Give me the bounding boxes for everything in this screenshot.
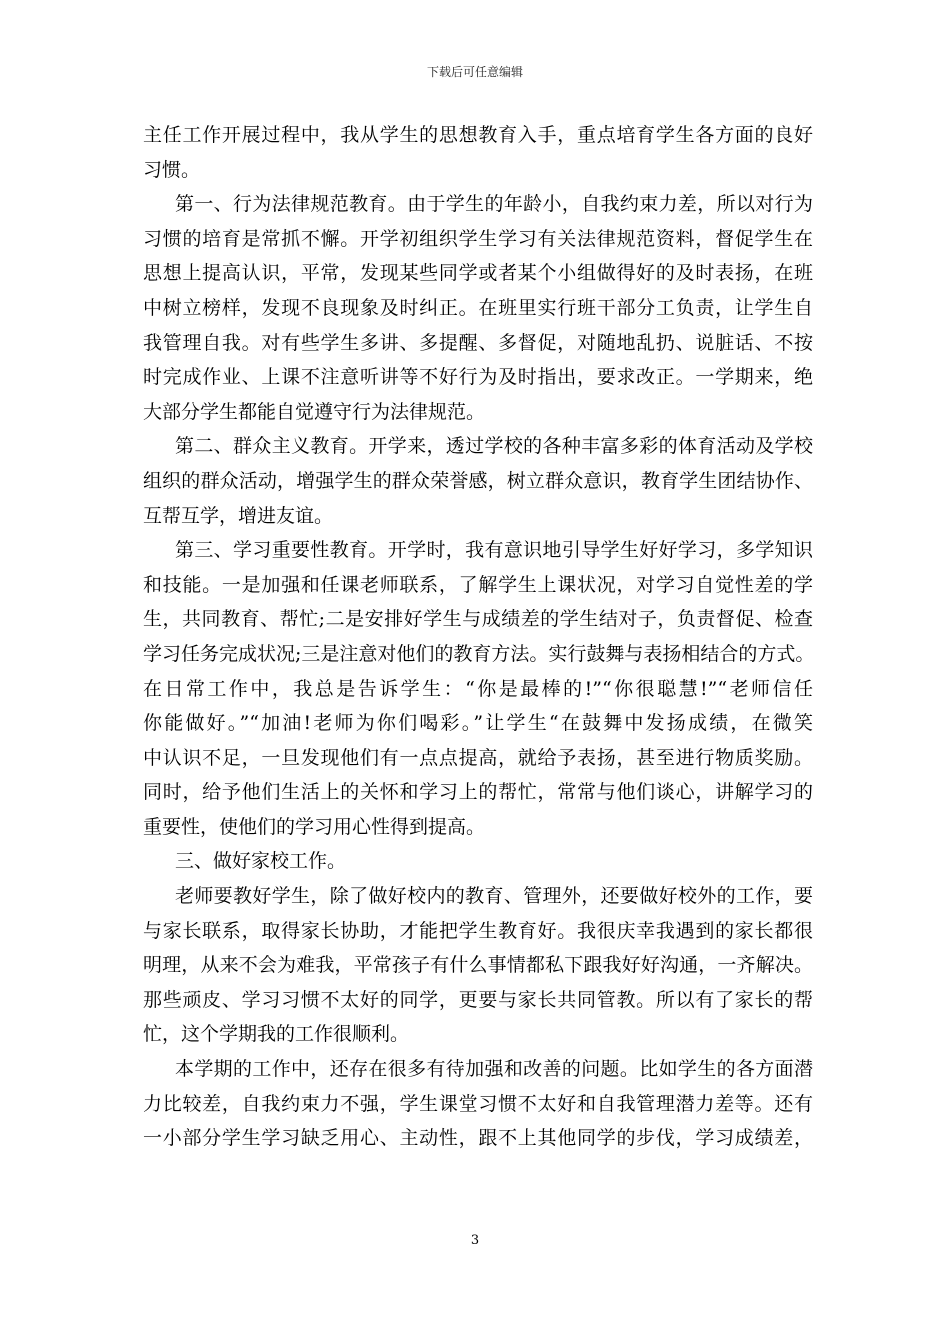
text-line: 忙，这个学期我的工作很顺利。 — [143, 1023, 410, 1046]
paragraph-first-line: 第一、行为法律规范教育。由于学生的年龄小，自我约束力差，所以对行为 — [175, 193, 813, 216]
paragraph-first-line: 老师要教好学生，除了做好校内的教育、管理外，还要做好校外的工作，要 — [175, 885, 813, 908]
text-line: 互帮互学，增进友谊。 — [143, 504, 334, 527]
text-line: 学习任务完成状况;三是注意对他们的教育方法。实行鼓舞与表扬相结合的方式。 — [143, 642, 815, 665]
text-line: 思想上提高认识，平常，发现某些同学或者某个小组做得好的及时表扬，在班 — [143, 262, 813, 285]
paragraph-first-line: 本学期的工作中，还存在很多有待加强和改善的问题。比如学生的各方面潜 — [175, 1058, 813, 1081]
page-number: 3 — [470, 1233, 480, 1248]
text-line: 中树立榜样，发现不良现象及时纠正。在班里实行班干部分工负责，让学生自 — [143, 296, 813, 319]
text-line: 组织的群众活动，增强学生的群众荣誉感，树立群众意识，教育学生团结协作、 — [143, 469, 813, 492]
text-line: 重要性，使他们的学习用心性得到提高。 — [143, 815, 486, 838]
text-line: 我管理自我。对有些学生多讲、多提醒、多督促，对随地乱扔、说脏话、不按 — [143, 331, 813, 354]
text-line: 习惯的培育是常抓不懈。开学初组织学生学习有关法律规范资料，督促学生在 — [143, 227, 813, 250]
text-line: 生，共同教育、帮忙;二是安排好学生与成绩差的学生结对子，负责督促、检查 — [143, 608, 813, 631]
text-line: 主任工作开展过程中，我从学生的思想教育入手，重点培育学生各方面的良好 — [143, 124, 813, 146]
text-line: 在日常工作中，我总是告诉学生：“你是最棒的!”“你很聪慧!”“老师信任 — [143, 677, 813, 700]
text-line: 中认识不足，一旦发现他们有一点点提高，就给予表扬，甚至进行物质奖励。 — [143, 746, 813, 769]
text-line: 与家长联系，取得家长协助，才能把学生教育好。我很庆幸我遇到的家长都很 — [143, 919, 813, 942]
text-line: 大部分学生都能自觉遵守行为法律规范。 — [143, 400, 486, 423]
text-line: 那些顽皮、学习习惯不太好的同学，更要与家长共同管教。所以有了家长的帮 — [143, 988, 813, 1011]
text-line: 习惯。 — [143, 158, 201, 181]
text-line: 时完成作业、上课不注意听讲等不好行为及时指出，要求改正。一学期来，绝 — [143, 366, 813, 389]
text-line: 力比较差，自我约束力不强，学生课堂习惯不太好和自我管理潜力差等。还有 — [143, 1092, 813, 1115]
paragraph-first-line: 第二、群众主义教育。开学来，透过学校的各种丰富多彩的体育活动及学校 — [175, 435, 813, 458]
page-header: 下载后可任意编辑 — [426, 65, 523, 79]
document-body — [143, 118, 813, 1156]
paragraph-first-line: 第三、学习重要性教育。开学时，我有意识地引导学生好好学习，多学知识 — [175, 539, 813, 562]
text-line: 一小部分学生学习缺乏用心、主动性，跟不上其他同学的步伐，学习成绩差， — [143, 1127, 813, 1150]
text-line: 和技能。一是加强和任课老师联系，了解学生上课状况，对学习自觉性差的学 — [143, 573, 813, 596]
text-line: 明理，从来不会为难我，平常孩子有什么事情都私下跟我好好沟通，一齐解决。 — [143, 954, 813, 977]
text-line: 同时，给予他们生活上的关怀和学习上的帮忙，常常与他们谈心，讲解学习的 — [143, 781, 813, 804]
section-heading: 三、做好家校工作。 — [175, 850, 347, 873]
text-line: 你能做好。”“加油!老师为你们喝彩。”让学生“在鼓舞中发扬成绩，在微笑 — [143, 712, 813, 735]
